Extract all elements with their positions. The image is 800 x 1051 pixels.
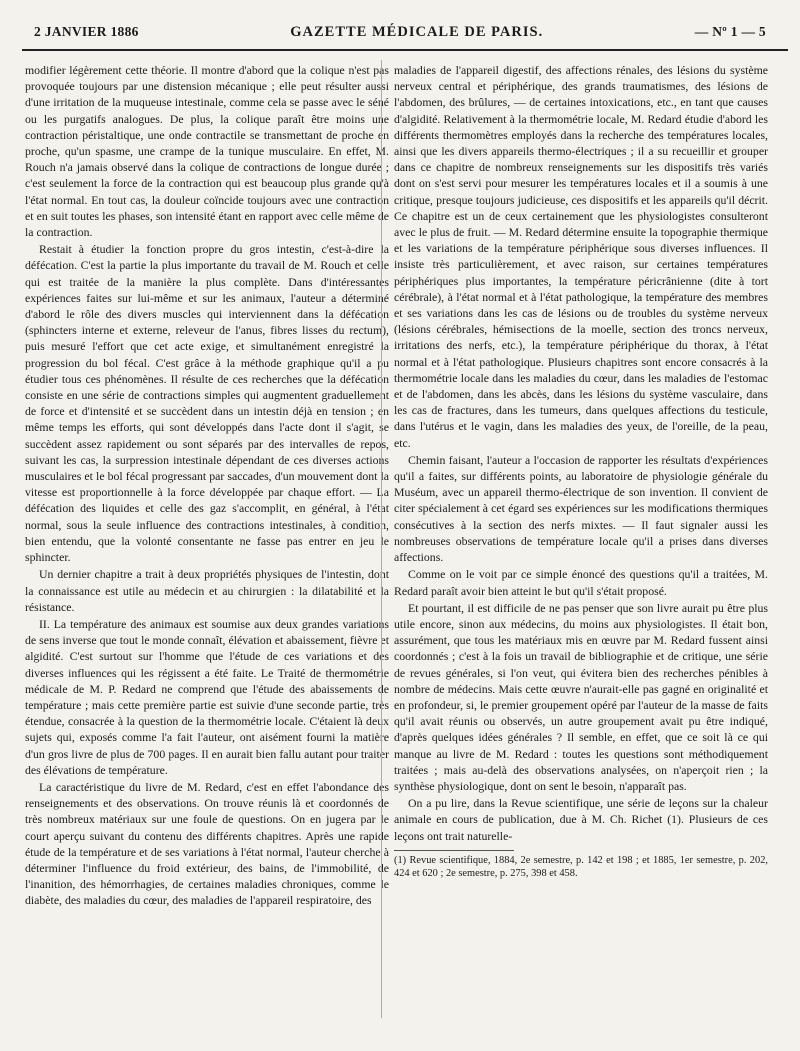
header-rule: [22, 49, 788, 51]
paragraph: La caractéristique du livre de M. Redard, c'est en effet l'abondance des renseignements et des observations. On trouve réunis là et coordonnés de très nombreux matériaux sur une foule de questions. On en jugera par le court aperçu suivant du contenu des différents chapitres. Après une rapide étude de la température et de ses variations à l'état normal, l'auteur cherche à déterminer l'influence du froid extérieur, des bains, de l'immobilité, de l'inanition, des hémorrhagies, de certaines maladies chroniques, comme le diabète, des maladies du cœur, des maladies de l'appareil respiratoire, des: [25, 779, 389, 908]
paragraph: Restait à étudier la fonction propre du gros intestin, c'est-à-dire la défécation. C'est la partie la plus importante du travail de M. Rouch et celle qui est traitée de la manière la plus complète. Dans d'intéressantes expériences faites sur lui-même et sur les animaux, l'auteur a déterminé d'abord le rôle des divers muscles qui interviennent dans la défécation (sphincters interne et externe, releveur de l'anus, fibres lisses du rectum), puis mesuré l'effort que cet acte exige, et simultanément enregistré la progression du bol fécal. C'est grâce à la méthode graphique qu'il a pu étudier tous ces phénomènes. Il résulte de ces recherches que la défécation consiste en une série de contractions simples qui augmentent graduellement de force et d'intensité et se succèdent dans un intestin déjà en tension ; en même temps les efforts, qui sont développés dans l'acte dont il s'agit, se succèdent assez rapidement ou sont séparés par des intervalles de repos, suivant les cas, la surpression intestinale dépendant de ces diverses actions musculaires et le bol fécal progressant par saccades, d'un mouvement dont la vitesse est proportionnelle à la force développée par chaque effort. — La défécation des liquides et celle des gaz s'accomplit, en général, à l'état normal, sous la seule influence des contractions intestinales, à condition, bien entendu, que la volonté consentante ne fasse pas entrer en jeu le sphincter.: [25, 242, 389, 565]
paragraph: Chemin faisant, l'auteur a l'occasion de rapporter les résultats d'expériences qu'il a faites, sur différents points, au laboratoire de physiologie générale du Muséum, avec un appareil thermo-électrique de son invention. Il convient de citer spécialement à cet égard ses expériences sur les modifications thermiques consécutives à la section des nerfs mixtes. — Il faut signaler aussi les nombreuses observations de température locale qu'il a prises dans diverses affections.: [394, 452, 768, 565]
paragraph: Un dernier chapitre a trait à deux propriétés physiques de l'intestin, dont la connaissance est utile au médecin et au chirurgien : la dilatabilité et la résistance.: [25, 567, 389, 614]
right-column: [394, 62, 768, 1024]
footnote: (1) Revue scientifique, 1884, 2e semestre, p. 142 et 198 ; et 1885, 1er semestre, p. 202, 424 et 620 ; 2e semestre, p. 275, 398 et 458.: [394, 854, 768, 880]
paragraph: modifier légèrement cette théorie. Il montre d'abord que la colique n'est pas provoquée toujours par une distension mécanique ; elle peut résulter aussi d'une irritation de la muqueuse intestinale, comme cela se passe avec le séné ou les purgatifs analogues. De plus, la colique paraît être moins une contraction péristaltique, une onde contractile se transmettant de proche en proche, qu'un spasme, une crampe de la tunique musculaire. En effet, M. Rouch n'a jamais observé dans la colique de contractions de longue durée ; c'est seulement la force de la contraction qui est beaucoup plus grande qu'à l'état normal. En tout cas, la douleur coïncide toujours avec une contraction et en suit toutes les phases, son intensité étant en rapport avec celle même de la contraction.: [25, 63, 389, 240]
header-title: GAZETTE MÉDICALE DE PARIS.: [290, 23, 544, 40]
paragraph: maladies de l'appareil digestif, des affections rénales, des lésions du système nerveux central et périphérique, des grands traumatismes, des lésions de l'abdomen, des brûlures, — de certaines intoxications, etc., en tant que causes d'algidité. Relativement à la thermométrie locale, M. Redard étudie d'abord les différents thermomètres employés dans la recherche des températures locales, ainsi que les divers appareils thermo-électriques ; il a su recueillir et grouper dans ce chapitre de nombreux renseignements sur les dispositifs très variés dont on s'est servi pour mesurer les températures locales et il a soumis à une critique, presque toujours judicieuse, ces dispositifs et les appareils qu'il décrit. Ce chapitre est un de ceux certainement que les physiologistes consulteront avec le plus de fruit. — M. Redard détermine ensuite la topographie thermique et les variations de la température périphérique sous diverses influences. Il insiste très particulièrement, et avec raison, sur certaines températures périphériques plus importantes, la température péricrânienne (dite à tort cérébrale), à l'état normal et à l'état pathologique, la température des membres et ses variations dans les cas de lésions ou de troubles du système nerveux (lésions cérébrales, hémisections de la moelle, section des troncs nerveux, irritations des nerfs, etc.), la température périphérique du thorax, à l'état normal et à l'état pathologique. Plusieurs chapitres sont encore consacrés à la thermométrie locale dans les maladies du cœur, dans les maladies de l'estomac et de l'abdomen, dans les abcès, dans les lésions du système vasculaire, dans les cas de fractures, dans les tumeurs, dans quelques affections du testicule, dans l'utérus et le vagin, dans les maladies des yeux, de l'oreille, de la peau, etc.: [394, 63, 768, 450]
header-date: 2 JANVIER 1886: [34, 24, 139, 39]
column-divider: [381, 60, 382, 1018]
footnote-rule: [394, 850, 514, 851]
paragraph: Comme on le voit par ce simple énoncé des questions qu'il a traitées, M. Redard paraît avoir bien atteint le but qu'il s'était proposé.: [394, 567, 768, 598]
paragraph: On a pu lire, dans la Revue scientifique, une série de leçons sur la chaleur animale en cours de publication, due à M. Ch. Richet (1). Plusieurs de ces leçons ont trait naturelle-: [394, 796, 768, 843]
paragraph: II. La température des animaux est soumise aux deux grandes variations de sens inverse que tout le monde connaît, élévation et abaissement, fièvre et algidité. C'est surtout sur l'homme que l'étude de ces variations et des diverses influences qui les régissent a été faite. Le Traité de thermométrie médicale de M. P. Redard ne comprend que l'étude des abaissements de température ; mais cette première partie est suivie d'une seconde partie, très étendue, consacrée à la question de la thermométrie locale. C'étaient là deux sujets qui, exposés comme l'a fait l'auteur, ont aisément fourni la matière d'un gros livre de plus de 700 pages. Il en aurait bien fallu autant pour traiter des élévations de température.: [25, 616, 389, 777]
page-header: [34, 21, 766, 43]
header-issue: — Nº 1 — 5: [694, 24, 766, 39]
left-column: [25, 62, 389, 1024]
paragraph: Et pourtant, il est difficile de ne pas penser que son livre aurait pu être plus utile encore, sinon aux médecins, du moins aux physiologistes. Il était bon, assurément, que tous les matériaux mis en œuvre par M. Redard fussent ainsi coordonnés ; c'est à la fois un travail de bibliographie et de critique, une série de revues générales, si l'on veut, qui évitera bien des recherches pénibles à nombre de médecins. Mais cette œuvre n'aurait-elle pas gagné en originalité et en profondeur, si, le premier groupement opéré par l'auteur de la masse de faits qu'il avait réunis ou observés, un autre groupement avait pu être indiqué, d'après quelques idées générales ? Il semble, en effet, que ce soit là ce qui manque au livre de M. Redard : toutes les questions sont méthodiquement traitées ; mais au-delà des observations analysées, on n'aperçoit rien ; la synthèse physiologique, dont on sent le besoin, n'apparaît pas.: [394, 600, 768, 793]
